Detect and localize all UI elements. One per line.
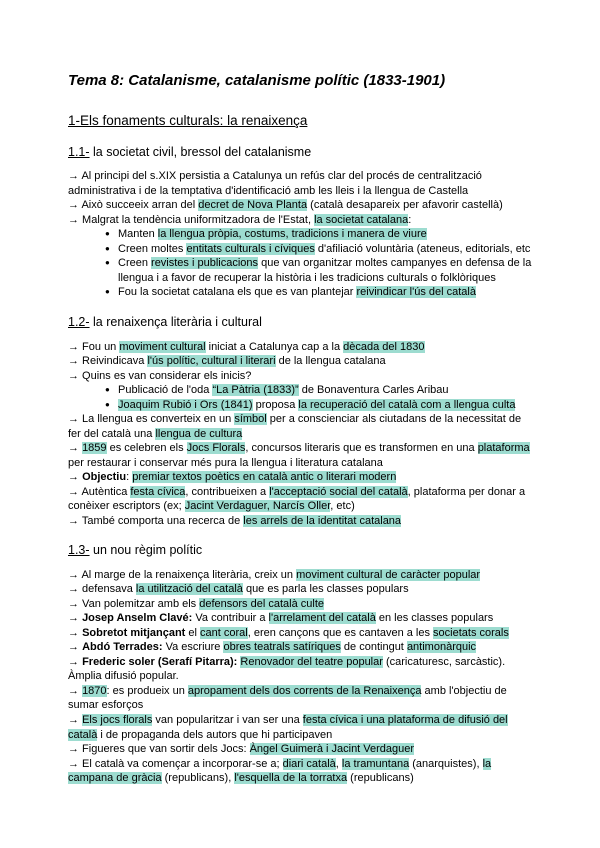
text-run: llengua de cultura <box>155 427 243 440</box>
bullet-icon: ● <box>105 258 110 268</box>
text-run: , contribueixen a <box>185 485 270 498</box>
text-run: van popularitzar i van ser una <box>152 714 303 726</box>
bullet-item <box>68 285 532 300</box>
paragraph <box>68 441 532 470</box>
text-run: Creen moltes <box>118 242 187 255</box>
text-run: , eren cançons que es cantaven a les <box>247 626 434 639</box>
paragraph <box>68 640 532 655</box>
text-run: la tramuntana <box>341 757 410 770</box>
paragraph <box>68 485 532 514</box>
bullet-item <box>68 242 532 257</box>
paragraph <box>68 470 532 485</box>
text-run: defensors del català culte <box>199 597 324 610</box>
text-run: i de propaganda dels autors que hi participaven <box>97 728 333 741</box>
text-run: → <box>68 442 83 455</box>
text-run: que van organitzar moltes campanyes en defensa de la llengua i a favor de recuperar la història i les tradicions culturals o folklòriques <box>118 257 532 284</box>
text-run: : <box>126 471 133 484</box>
text-run: Creen <box>118 257 152 270</box>
text-run: les arrels de la identitat catalana <box>243 514 402 527</box>
paragraph <box>68 713 532 742</box>
text-run: → També comporta una recerca de <box>68 514 244 527</box>
text-run: → Al principi del s.XIX persistia a Catalunya un refús clar del procés de centralització administrativa i de la temptativa d'identificació amb les lleis i la llengua de Castella <box>68 170 482 197</box>
paragraph <box>68 354 532 369</box>
paragraph <box>68 369 532 384</box>
text-run: Objectiu <box>82 471 127 484</box>
text-run: → defensava <box>68 583 136 596</box>
text-run: 1870 <box>82 684 107 697</box>
text-run: Josep Anselm Clavé: <box>82 612 193 625</box>
text-run: societats corals <box>433 626 509 639</box>
text-run: (caricaturesc, sarcàstic). Àmplia difusió popular. <box>68 655 506 683</box>
text-run: de Bonaventura Carles Aribau <box>298 384 449 397</box>
paragraph <box>68 169 532 198</box>
text-run: Joaquim Rubió i Ors (1841) <box>118 398 253 411</box>
bullet-item <box>68 383 532 398</box>
text-run: moviment cultural de caràcter popular <box>296 568 481 581</box>
text-run: Va contribuir a <box>192 612 269 625</box>
text-run: antimonàrquic <box>406 641 477 654</box>
paragraph <box>68 198 532 213</box>
subsection-number: 1.3- <box>68 543 90 558</box>
text-run: iniciat a Catalunya cap a la <box>205 340 344 353</box>
text-run: el <box>185 626 201 639</box>
text-run: : es produeix un <box>106 684 188 697</box>
text-run: per a conscienciar als ciutadans de la necessitat de fer del català una <box>68 413 522 440</box>
text-run: Renovador del teatre popular <box>240 655 383 668</box>
text-run: de contingut <box>340 641 407 654</box>
text-run: la campana de gràcia <box>68 757 492 785</box>
text-run: dècada del 1830 <box>343 340 425 353</box>
text-run: proposa <box>252 398 299 411</box>
text-run: 1859 <box>82 442 107 455</box>
text-run: Fou la societat catalana els que es van plantejar <box>118 286 357 299</box>
text-run: → <box>68 714 83 726</box>
text-run: diari català <box>282 757 336 770</box>
bullet-icon: ● <box>105 229 110 239</box>
subsection-heading <box>68 543 532 559</box>
text-run: → Malgrat la tendència uniformitzadora de l'Estat, <box>68 213 315 226</box>
bullet-text <box>118 285 532 300</box>
text-run: un nou règim polític <box>89 543 203 558</box>
bullet-icon: ● <box>105 385 110 395</box>
text-run: Va escriure <box>162 641 224 654</box>
bullet-icon: ● <box>105 243 110 253</box>
text-run: (anarquistes), <box>409 757 483 770</box>
text-run: la renaixença literària i cultural <box>89 314 262 329</box>
bullet-item <box>68 256 532 285</box>
text-run: → Figueres que van sortir dels Jocs: <box>68 743 250 756</box>
text-run: reivindicar l'ús del català <box>356 286 476 299</box>
text-run: plataforma <box>477 442 530 455</box>
text-run: (republicans), <box>161 772 235 785</box>
text-run: Publicació de l'oda <box>118 384 213 397</box>
text-run: revistes i publicacions <box>151 257 259 270</box>
text-run: la llengua pròpia, costums, tradicions i manera de viure <box>157 228 427 241</box>
paragraph <box>68 568 532 583</box>
text-run: → Autèntica <box>68 485 131 498</box>
text-run: la recuperació del català com a llengua culta <box>298 398 516 411</box>
text-run: moviment cultural <box>119 340 206 353</box>
text-run: la societat catalana <box>314 213 409 226</box>
paragraph <box>68 611 532 626</box>
text-run: → <box>68 684 83 697</box>
subsection-heading <box>68 315 532 331</box>
text-run: Els jocs florals <box>82 714 153 726</box>
text-run: → Fou un <box>68 340 120 353</box>
bullet-item <box>68 398 532 413</box>
text-run: (català desapareix per afavorir castellà) <box>307 199 503 212</box>
text-run: l'acceptació social del català <box>269 485 408 498</box>
text-run: , <box>335 757 342 770</box>
text-run: premiar textos poètics en català antic o literari modern <box>132 471 397 484</box>
text-run: Àngel Guimerà i Jacint Verdaguer <box>249 743 415 756</box>
paragraph <box>68 340 532 355</box>
text-run: la utilització del català <box>135 583 243 596</box>
paragraph <box>68 742 532 757</box>
paragraph <box>68 597 532 612</box>
text-run: → La llengua es converteix en un <box>68 413 235 426</box>
text-run: en les classes populars <box>375 612 494 625</box>
text-run: per restaurar i conservar més pura la llengua i literatura catalana <box>68 456 383 469</box>
paragraph <box>68 213 532 228</box>
text-run: apropament dels dos corrents de la Renaixença <box>187 684 422 697</box>
text-run: → Quins es van considerar els inicis? <box>68 369 252 382</box>
text-run: Tema 8: Catalanisme, catalanisme polític (1833-1901) <box>68 72 446 89</box>
bullet-text <box>118 242 532 257</box>
text-run: → <box>68 626 83 639</box>
text-run: Jocs Florals <box>186 442 246 455</box>
bullet-item <box>68 227 532 242</box>
text-run: festa cívica <box>130 485 186 498</box>
text-run: Sobretot mitjançant <box>82 626 186 639</box>
text-run: festa cívica i una plataforma de difusió del català <box>68 714 508 741</box>
text-run: , plataforma per donar a conèixer escriptors (ex; <box>68 485 526 513</box>
text-run: Jacint Verdaguer, Narcís Oller <box>184 500 331 513</box>
paragraph <box>68 684 532 713</box>
text-run: Frederic soler (Serafí Pitarra): <box>82 655 238 668</box>
text-run: obres teatrals satíriques <box>223 641 341 654</box>
paragraph <box>68 655 532 684</box>
text-run: → Això succeeix arran del <box>68 199 199 212</box>
text-run: → Al marge de la renaixença literària, creix un <box>68 568 297 581</box>
paragraph <box>68 626 532 641</box>
text-run: decret de Nova Planta <box>198 199 308 212</box>
section-heading <box>68 113 532 130</box>
text-run: , concursos literaris que es transformen en una <box>245 442 478 455</box>
bullet-icon: ● <box>105 287 110 297</box>
text-run: d'afiliació voluntària (ateneus, editorials, etc <box>314 242 531 255</box>
text-run: entitats culturals i cíviques <box>186 242 315 255</box>
text-run: → El català va començar a incorporar-se a; <box>68 757 283 770</box>
text-run: de la llengua catalana <box>275 355 386 368</box>
text-run: la societat civil, bressol del catalanisme <box>89 144 312 159</box>
text-run: l'arrelament del català <box>268 612 376 625</box>
text-run: → <box>68 655 83 668</box>
subsection-number: 1.1- <box>68 144 90 159</box>
text-run: “La Pàtria (1833)” <box>212 384 299 397</box>
text-run: es celebren els <box>106 442 187 455</box>
text-run: → <box>68 641 83 654</box>
text-run: cant coral <box>200 626 248 639</box>
text-run: 1-Els fonaments culturals: la renaixença <box>68 112 308 128</box>
text-run: , etc) <box>330 500 355 513</box>
bullet-text <box>118 383 532 398</box>
text-run: → Reivindicava <box>68 355 148 368</box>
paragraph <box>68 757 532 786</box>
text-run: → <box>68 612 83 625</box>
paragraph <box>68 412 532 441</box>
subsection-heading <box>68 145 532 161</box>
bullet-icon: ● <box>105 399 110 409</box>
bullet-text <box>118 256 532 285</box>
text-run: l'ús polític, cultural i literari <box>147 355 276 368</box>
text-run: : <box>408 213 412 226</box>
text-run: Abdó Terrades: <box>82 641 163 654</box>
bullet-text <box>118 398 532 413</box>
text-run: amb l'objectiu de sumar esforços <box>68 684 507 712</box>
text-run: → <box>68 471 83 484</box>
subsection-number: 1.2- <box>68 314 90 329</box>
text-run: l'esquella de la torratxa <box>234 772 348 785</box>
bullet-text <box>118 227 532 242</box>
text-run: → Van polemitzar amb els <box>68 597 200 610</box>
paragraph <box>68 582 532 597</box>
paragraph <box>68 514 532 529</box>
text-run: (republicans) <box>347 772 414 785</box>
text-run: símbol <box>234 413 267 426</box>
text-run: que es parla les classes populars <box>242 583 409 596</box>
document-title <box>68 72 532 91</box>
text-run: Manten <box>118 228 158 241</box>
